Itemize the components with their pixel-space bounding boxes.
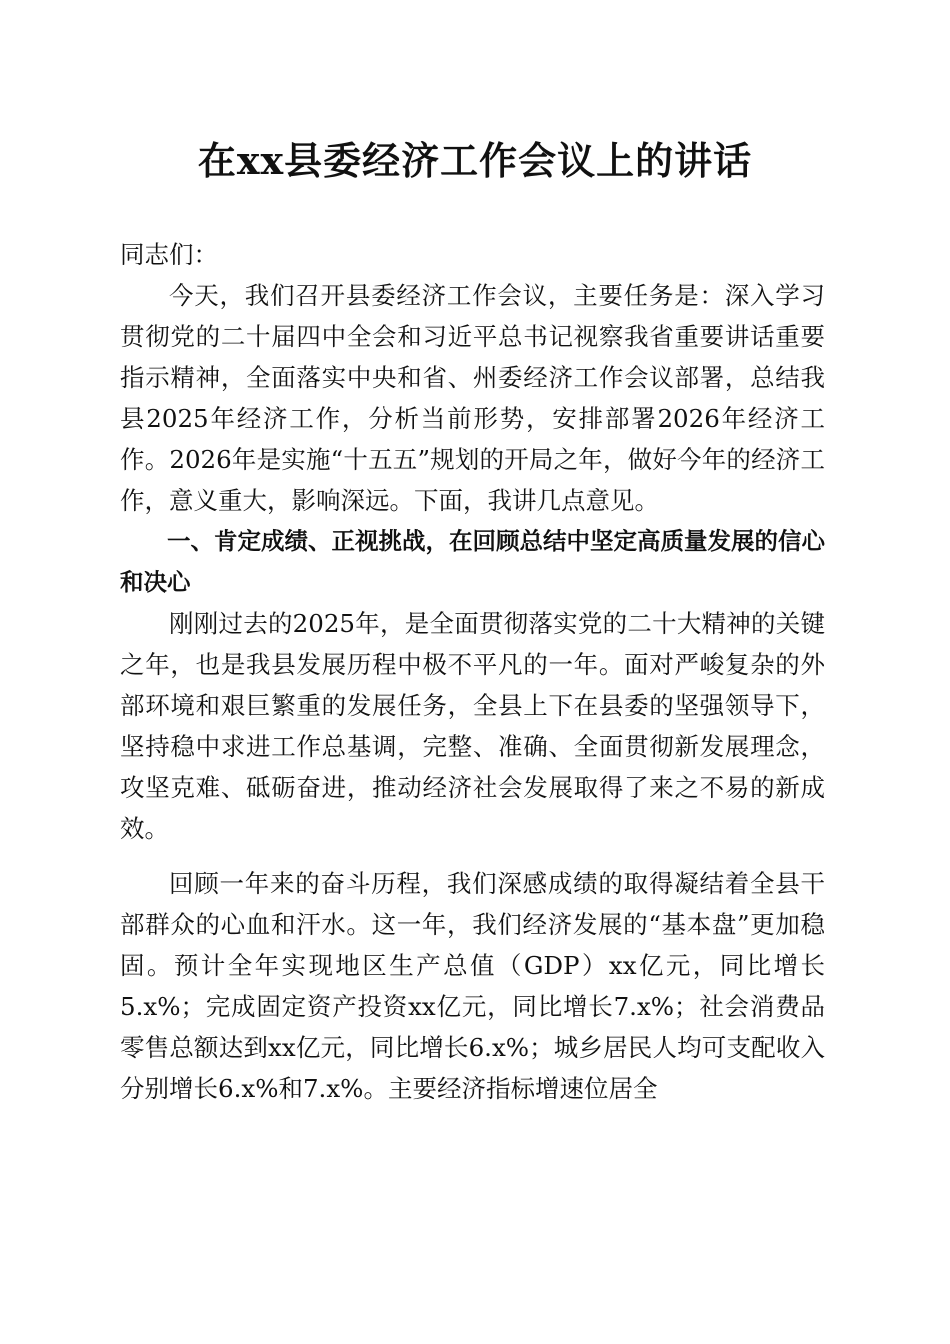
paragraph-spacer bbox=[120, 849, 825, 863]
section-heading: 一、肯定成绩、正视挑战，在回顾总结中坚定高质量发展的信心和决心 bbox=[120, 527, 825, 596]
document-title: 在xx县委经济工作会议上的讲话 bbox=[197, 138, 753, 183]
paragraph-intro: 今天，我们召开县委经济工作会议，主要任务是：深入学习贯彻党的二十届四中全会和习近平总书记视察我省重要讲话重要指示精神，全面落实中央和省、州委经济工作会议部署，总结我县2025年经济工作，分析当前形势，安排部署2026年经济工作。2026年是实施“十五五”规划的开局之年，做好今年的经济工作，意义重大，影响深远。下面，我讲几点意见。 bbox=[120, 281, 825, 515]
salutation: 同志们： bbox=[120, 240, 218, 269]
document-body bbox=[120, 234, 825, 1109]
paragraph-review: 刚刚过去的2025年，是全面贯彻落实党的二十大精神的关键之年，也是我县发展历程中极不平凡的一年。面对严峻复杂的外部环境和艰巨繁重的发展任务，全县上下在县委的坚强领导下，坚持稳中求进工作总基调，完整、准确、全面贯彻新发展理念，攻坚克难、砥砺奋进，推动经济社会发展取得了来之不易的新成效。 bbox=[120, 609, 825, 843]
paragraph-achievements: 回顾一年来的奋斗历程，我们深感成绩的取得凝结着全县干部群众的心血和汗水。这一年，我们经济发展的“基本盘”更加稳固。预计全年实现地区生产总值（GDP）xx亿元，同比增长5.x%；完成固定资产投资xx亿元，同比增长7.x%；社会消费品零售总额达到xx亿元，同比增长6.x%；城乡居民人均可支配收入分别增长6.x%和7.x%。主要经济指标增速位居全 bbox=[120, 869, 825, 1103]
